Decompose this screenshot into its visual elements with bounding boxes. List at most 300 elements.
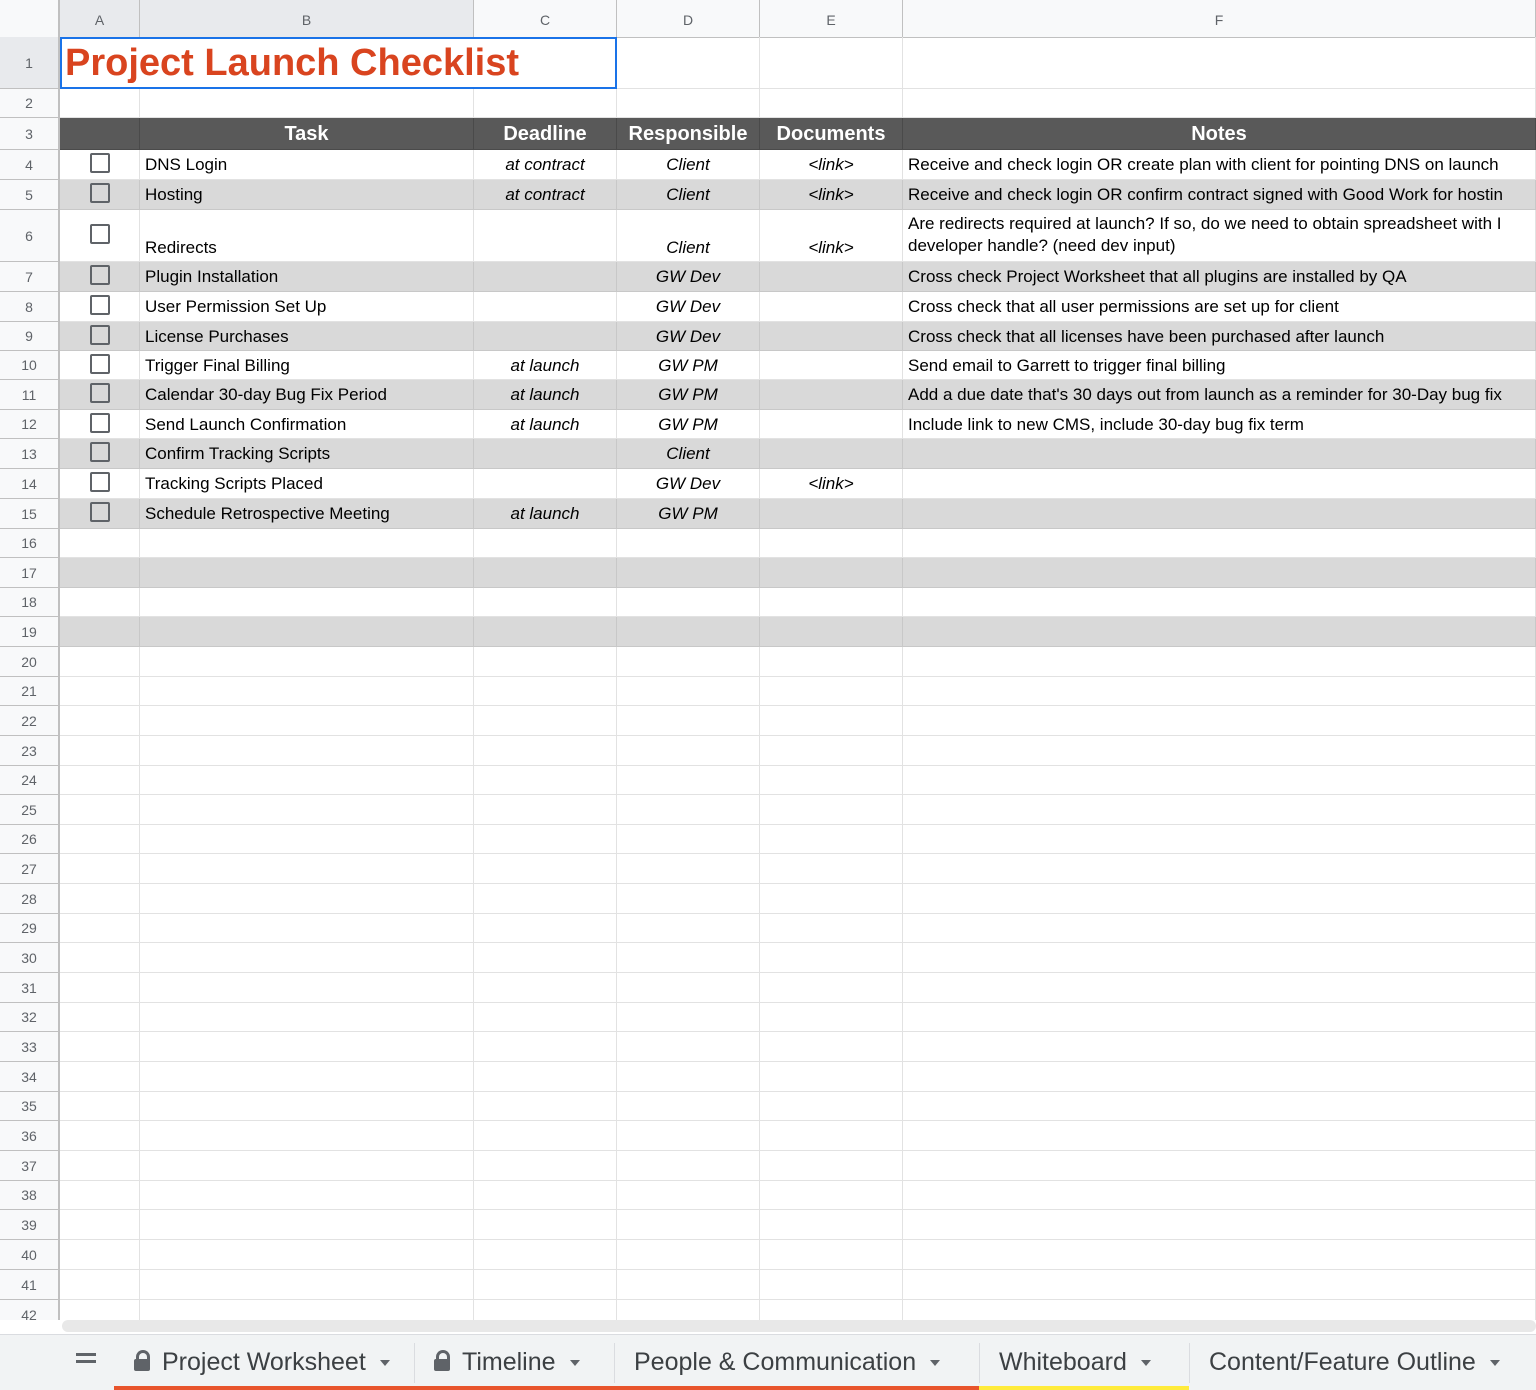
cell[interactable]	[760, 1121, 903, 1151]
cell[interactable]	[903, 736, 1536, 766]
sheet-tab-whiteboard[interactable]	[979, 1335, 1189, 1390]
task-name[interactable]: Trigger Final Billing	[140, 351, 474, 380]
cell[interactable]	[617, 1062, 760, 1092]
cell[interactable]	[474, 973, 617, 1003]
cell[interactable]	[60, 1003, 140, 1032]
deadline-value[interactable]	[474, 292, 617, 322]
row-header-18[interactable]: 18	[0, 588, 60, 617]
cell[interactable]	[760, 1210, 903, 1240]
cell[interactable]	[617, 529, 760, 558]
header-deadline[interactable]: Deadline	[474, 118, 617, 150]
sheet-tab-timeline[interactable]	[414, 1335, 614, 1390]
row-header-39[interactable]: 39	[0, 1210, 60, 1240]
row-header-25[interactable]: 25	[0, 795, 60, 825]
cell[interactable]	[903, 588, 1536, 617]
cell[interactable]	[474, 854, 617, 884]
header-cell-checkbox[interactable]	[60, 118, 140, 150]
cell[interactable]	[474, 1210, 617, 1240]
cell[interactable]	[140, 1240, 474, 1270]
deadline-value[interactable]: at launch	[474, 380, 617, 410]
task-name[interactable]: Send Launch Confirmation	[140, 410, 474, 439]
cell[interactable]	[60, 1300, 140, 1320]
cell[interactable]	[60, 736, 140, 766]
cell[interactable]	[617, 1032, 760, 1062]
task-checkbox[interactable]	[90, 265, 110, 285]
cell[interactable]	[617, 89, 760, 118]
cell[interactable]	[903, 37, 1536, 89]
notes-value[interactable]: Add a due date that's 30 days out from launch as a reminder for 30-Day bug fix	[903, 380, 1536, 410]
deadline-value[interactable]: at launch	[474, 410, 617, 439]
row-header-9[interactable]: 9	[0, 322, 60, 351]
row-header-28[interactable]: 28	[0, 884, 60, 914]
checkbox-cell[interactable]	[60, 150, 140, 180]
checkbox-cell[interactable]	[60, 380, 140, 410]
cell[interactable]	[760, 1151, 903, 1181]
cell[interactable]	[60, 1210, 140, 1240]
row-header-33[interactable]: 33	[0, 1032, 60, 1062]
cell[interactable]	[140, 943, 474, 973]
cell[interactable]	[760, 1032, 903, 1062]
checkbox-cell[interactable]	[60, 292, 140, 322]
cell[interactable]	[903, 1062, 1536, 1092]
row-header-20[interactable]: 20	[0, 647, 60, 677]
cell[interactable]	[140, 1062, 474, 1092]
cell[interactable]	[140, 617, 474, 647]
notes-value[interactable]: Send email to Garrett to trigger final billing	[903, 351, 1536, 380]
cell[interactable]	[474, 588, 617, 617]
notes-value[interactable]: Include link to new CMS, include 30-day bug fix term	[903, 410, 1536, 439]
cell[interactable]	[903, 1210, 1536, 1240]
row-header-14[interactable]: 14	[0, 469, 60, 499]
cell[interactable]	[903, 943, 1536, 973]
cell[interactable]	[760, 677, 903, 706]
task-checkbox[interactable]	[90, 183, 110, 203]
header-responsible[interactable]: Responsible	[617, 118, 760, 150]
cell[interactable]	[617, 884, 760, 914]
header-documents[interactable]: Documents	[760, 118, 903, 150]
cell[interactable]	[60, 884, 140, 914]
task-name[interactable]: Redirects	[140, 210, 474, 262]
cell[interactable]	[760, 37, 903, 89]
notes-value[interactable]	[903, 469, 1536, 499]
checkbox-cell[interactable]	[60, 410, 140, 439]
cell[interactable]	[474, 1240, 617, 1270]
column-header-e[interactable]: E	[760, 0, 903, 37]
cell[interactable]	[60, 706, 140, 736]
cell[interactable]	[60, 1151, 140, 1181]
cell[interactable]	[60, 973, 140, 1003]
row-header-8[interactable]: 8	[0, 292, 60, 322]
cell[interactable]	[760, 1240, 903, 1270]
cell[interactable]	[140, 884, 474, 914]
row-header-2[interactable]: 2	[0, 89, 60, 118]
cell[interactable]	[140, 1032, 474, 1062]
cell[interactable]	[760, 529, 903, 558]
cell[interactable]	[60, 1092, 140, 1121]
cell[interactable]	[60, 1181, 140, 1210]
cell[interactable]	[760, 736, 903, 766]
notes-value[interactable]: Cross check Project Worksheet that all plugins are installed by QA	[903, 262, 1536, 292]
row-header-7[interactable]: 7	[0, 262, 60, 292]
task-name[interactable]: DNS Login	[140, 150, 474, 180]
cell[interactable]	[474, 529, 617, 558]
documents-link[interactable]: <link>	[760, 469, 903, 499]
cell[interactable]	[617, 677, 760, 706]
cell[interactable]	[60, 677, 140, 706]
cell[interactable]	[474, 1121, 617, 1151]
cell[interactable]	[903, 1032, 1536, 1062]
cell[interactable]	[140, 1181, 474, 1210]
column-header-f[interactable]: F	[903, 0, 1536, 37]
row-header-6[interactable]: 6	[0, 210, 60, 262]
cell[interactable]	[474, 647, 617, 677]
cell[interactable]	[617, 1210, 760, 1240]
cell[interactable]	[474, 1003, 617, 1032]
cell[interactable]	[903, 795, 1536, 825]
cell[interactable]	[140, 706, 474, 736]
documents-link[interactable]	[760, 262, 903, 292]
cell[interactable]	[617, 914, 760, 943]
responsible-value[interactable]: GW Dev	[617, 292, 760, 322]
task-name[interactable]: License Purchases	[140, 322, 474, 351]
cell[interactable]	[474, 617, 617, 647]
cell[interactable]	[903, 914, 1536, 943]
cell[interactable]	[760, 617, 903, 647]
cell[interactable]	[760, 706, 903, 736]
cell[interactable]	[760, 854, 903, 884]
row-header-32[interactable]: 32	[0, 1003, 60, 1032]
cell[interactable]	[617, 1181, 760, 1210]
task-checkbox[interactable]	[90, 325, 110, 345]
cell[interactable]	[60, 766, 140, 795]
row-header-30[interactable]: 30	[0, 943, 60, 973]
cell[interactable]	[903, 973, 1536, 1003]
cell[interactable]	[140, 1270, 474, 1300]
checkbox-cell[interactable]	[60, 469, 140, 499]
task-checkbox[interactable]	[90, 383, 110, 403]
documents-link[interactable]	[760, 351, 903, 380]
cell[interactable]	[140, 529, 474, 558]
cell[interactable]	[617, 706, 760, 736]
documents-link[interactable]	[760, 439, 903, 469]
responsible-value[interactable]: Client	[617, 150, 760, 180]
documents-link[interactable]: <link>	[760, 180, 903, 210]
deadline-value[interactable]	[474, 262, 617, 292]
cell[interactable]	[617, 1003, 760, 1032]
task-checkbox[interactable]	[90, 442, 110, 462]
row-header-12[interactable]: 12	[0, 410, 60, 439]
documents-link[interactable]	[760, 322, 903, 351]
deadline-value[interactable]	[474, 469, 617, 499]
cell[interactable]	[617, 1151, 760, 1181]
header-notes[interactable]: Notes	[903, 118, 1536, 150]
cell[interactable]	[617, 617, 760, 647]
cell[interactable]	[903, 617, 1536, 647]
horizontal-scrollbar[interactable]	[62, 1320, 1536, 1332]
cell[interactable]	[60, 795, 140, 825]
documents-link[interactable]	[760, 499, 903, 529]
checkbox-cell[interactable]	[60, 262, 140, 292]
cell[interactable]	[60, 1270, 140, 1300]
cell[interactable]	[903, 1092, 1536, 1121]
cell[interactable]	[617, 558, 760, 588]
cell[interactable]	[60, 89, 140, 118]
cell[interactable]	[903, 1270, 1536, 1300]
cell[interactable]	[903, 529, 1536, 558]
chevron-down-icon[interactable]	[1141, 1360, 1151, 1366]
responsible-value[interactable]: GW PM	[617, 499, 760, 529]
cell[interactable]	[474, 1032, 617, 1062]
cell[interactable]	[60, 1121, 140, 1151]
documents-link[interactable]	[760, 292, 903, 322]
cell[interactable]	[903, 706, 1536, 736]
cell[interactable]	[617, 766, 760, 795]
row-header-31[interactable]: 31	[0, 973, 60, 1003]
cell[interactable]	[474, 914, 617, 943]
cell[interactable]	[60, 1062, 140, 1092]
cell[interactable]	[903, 766, 1536, 795]
cell[interactable]	[474, 558, 617, 588]
cell[interactable]	[903, 677, 1536, 706]
cell[interactable]	[760, 914, 903, 943]
cell[interactable]	[474, 825, 617, 854]
cell[interactable]	[617, 1092, 760, 1121]
cell[interactable]	[60, 617, 140, 647]
notes-value[interactable]: Cross check that all user permissions are set up for client	[903, 292, 1536, 322]
all-sheets-menu-icon[interactable]	[76, 1353, 96, 1371]
column-header-d[interactable]: D	[617, 0, 760, 37]
cell[interactable]	[140, 973, 474, 1003]
cell[interactable]	[760, 1181, 903, 1210]
cell[interactable]	[60, 825, 140, 854]
task-name[interactable]: Hosting	[140, 180, 474, 210]
responsible-value[interactable]: GW Dev	[617, 262, 760, 292]
notes-value[interactable]	[903, 499, 1536, 529]
cell[interactable]	[474, 706, 617, 736]
cell[interactable]	[140, 914, 474, 943]
row-header-41[interactable]: 41	[0, 1270, 60, 1300]
responsible-value[interactable]: Client	[617, 180, 760, 210]
row-header-13[interactable]: 13	[0, 439, 60, 469]
row-header-35[interactable]: 35	[0, 1092, 60, 1121]
task-name[interactable]: Confirm Tracking Scripts	[140, 439, 474, 469]
row-header-4[interactable]: 4	[0, 150, 60, 180]
sheet-title-cell[interactable]: Project Launch Checklist	[60, 37, 617, 89]
row-header-10[interactable]: 10	[0, 351, 60, 380]
cell[interactable]	[760, 647, 903, 677]
sheet-tab-content-feature-outline[interactable]	[1189, 1335, 1536, 1390]
cell[interactable]	[140, 647, 474, 677]
cell[interactable]	[474, 1300, 617, 1320]
cell[interactable]	[617, 1240, 760, 1270]
cell[interactable]	[903, 825, 1536, 854]
task-name[interactable]: Schedule Retrospective Meeting	[140, 499, 474, 529]
column-header-b[interactable]: B	[140, 0, 474, 37]
cell[interactable]	[140, 825, 474, 854]
row-header-19[interactable]: 19	[0, 617, 60, 647]
notes-value[interactable]: Receive and check login OR confirm contract signed with Good Work for hostin	[903, 180, 1536, 210]
sheet-tab-project-worksheet[interactable]	[114, 1335, 414, 1390]
cell[interactable]	[617, 1121, 760, 1151]
deadline-value[interactable]: at contract	[474, 180, 617, 210]
row-header-27[interactable]: 27	[0, 854, 60, 884]
cell[interactable]	[474, 884, 617, 914]
task-checkbox[interactable]	[90, 413, 110, 433]
deadline-value[interactable]: at contract	[474, 150, 617, 180]
cell[interactable]	[903, 1181, 1536, 1210]
row-header-38[interactable]: 38	[0, 1181, 60, 1210]
cell[interactable]	[474, 795, 617, 825]
cell[interactable]	[60, 1032, 140, 1062]
cell[interactable]	[903, 884, 1536, 914]
deadline-value[interactable]	[474, 439, 617, 469]
responsible-value[interactable]: GW PM	[617, 380, 760, 410]
cell[interactable]	[760, 558, 903, 588]
responsible-value[interactable]: GW Dev	[617, 322, 760, 351]
row-header-21[interactable]: 21	[0, 677, 60, 706]
cell[interactable]	[760, 973, 903, 1003]
cell[interactable]	[617, 795, 760, 825]
cell[interactable]	[903, 558, 1536, 588]
row-header-17[interactable]: 17	[0, 558, 60, 588]
cell[interactable]	[617, 854, 760, 884]
cell[interactable]	[60, 854, 140, 884]
cell[interactable]	[760, 588, 903, 617]
cell[interactable]	[760, 1270, 903, 1300]
cell[interactable]	[474, 1062, 617, 1092]
cell[interactable]	[474, 1151, 617, 1181]
row-header-37[interactable]: 37	[0, 1151, 60, 1181]
cell[interactable]	[760, 89, 903, 118]
cell[interactable]	[140, 588, 474, 617]
cell[interactable]	[903, 1240, 1536, 1270]
cell[interactable]	[617, 647, 760, 677]
row-header-40[interactable]: 40	[0, 1240, 60, 1270]
chevron-down-icon[interactable]	[380, 1360, 390, 1366]
cell[interactable]	[140, 1151, 474, 1181]
row-header-23[interactable]: 23	[0, 736, 60, 766]
cell[interactable]	[474, 766, 617, 795]
cell[interactable]	[60, 647, 140, 677]
select-all-corner[interactable]	[0, 0, 60, 37]
cell[interactable]	[760, 884, 903, 914]
row-header-42[interactable]: 42	[0, 1300, 60, 1320]
row-header-22[interactable]: 22	[0, 706, 60, 736]
checkbox-cell[interactable]	[60, 180, 140, 210]
cell[interactable]	[617, 588, 760, 617]
row-header-36[interactable]: 36	[0, 1121, 60, 1151]
responsible-value[interactable]: GW PM	[617, 351, 760, 380]
column-header-a[interactable]: A	[60, 0, 140, 37]
task-checkbox[interactable]	[90, 472, 110, 492]
notes-value[interactable]: Receive and check login OR create plan with client for pointing DNS on launch	[903, 150, 1536, 180]
row-header-5[interactable]: 5	[0, 180, 60, 210]
documents-link[interactable]: <link>	[760, 210, 903, 262]
row-header-1[interactable]: 1	[0, 37, 60, 89]
documents-link[interactable]	[760, 380, 903, 410]
row-header-34[interactable]: 34	[0, 1062, 60, 1092]
cell[interactable]	[60, 529, 140, 558]
task-name[interactable]: User Permission Set Up	[140, 292, 474, 322]
row-header-26[interactable]: 26	[0, 825, 60, 854]
cell[interactable]	[760, 766, 903, 795]
cell[interactable]	[140, 89, 474, 118]
cell[interactable]	[474, 1092, 617, 1121]
cell[interactable]	[903, 89, 1536, 118]
row-header-16[interactable]: 16	[0, 529, 60, 558]
cell[interactable]	[140, 558, 474, 588]
deadline-value[interactable]	[474, 322, 617, 351]
cell[interactable]	[760, 825, 903, 854]
cell[interactable]	[760, 795, 903, 825]
cell[interactable]	[140, 1092, 474, 1121]
cell[interactable]	[60, 943, 140, 973]
cell[interactable]	[140, 1300, 474, 1320]
task-checkbox[interactable]	[90, 224, 110, 244]
cell[interactable]	[903, 1003, 1536, 1032]
row-header-11[interactable]: 11	[0, 380, 60, 410]
cell[interactable]	[474, 677, 617, 706]
cell[interactable]	[903, 1151, 1536, 1181]
cell[interactable]	[140, 736, 474, 766]
responsible-value[interactable]: Client	[617, 439, 760, 469]
responsible-value[interactable]: GW PM	[617, 410, 760, 439]
cell[interactable]	[617, 1300, 760, 1320]
documents-link[interactable]: <link>	[760, 150, 903, 180]
cell[interactable]	[474, 89, 617, 118]
cell[interactable]	[474, 736, 617, 766]
task-checkbox[interactable]	[90, 354, 110, 374]
cell[interactable]	[617, 1270, 760, 1300]
cell[interactable]	[760, 943, 903, 973]
column-header-c[interactable]: C	[474, 0, 617, 37]
task-checkbox[interactable]	[90, 295, 110, 315]
deadline-value[interactable]: at launch	[474, 499, 617, 529]
header-task[interactable]: Task	[140, 118, 474, 150]
cell[interactable]	[60, 914, 140, 943]
row-header-3[interactable]: 3	[0, 118, 60, 150]
cell[interactable]	[617, 37, 760, 89]
chevron-down-icon[interactable]	[570, 1360, 580, 1366]
cell[interactable]	[60, 588, 140, 617]
cell[interactable]	[903, 1300, 1536, 1320]
task-name[interactable]: Calendar 30-day Bug Fix Period	[140, 380, 474, 410]
task-checkbox[interactable]	[90, 502, 110, 522]
row-header-15[interactable]: 15	[0, 499, 60, 529]
cell[interactable]	[140, 766, 474, 795]
cell[interactable]	[140, 1210, 474, 1240]
task-checkbox[interactable]	[90, 153, 110, 173]
checkbox-cell[interactable]	[60, 351, 140, 380]
row-header-24[interactable]: 24	[0, 766, 60, 795]
chevron-down-icon[interactable]	[1490, 1360, 1500, 1366]
cell[interactable]	[617, 973, 760, 1003]
cell[interactable]	[760, 1092, 903, 1121]
cell[interactable]	[474, 943, 617, 973]
cell[interactable]	[903, 647, 1536, 677]
checkbox-cell[interactable]	[60, 210, 140, 262]
cell[interactable]	[140, 1003, 474, 1032]
cell[interactable]	[140, 1121, 474, 1151]
cell[interactable]	[140, 677, 474, 706]
task-name[interactable]: Tracking Scripts Placed	[140, 469, 474, 499]
checkbox-cell[interactable]	[60, 439, 140, 469]
deadline-value[interactable]	[474, 210, 617, 262]
notes-value[interactable]	[903, 439, 1536, 469]
cell[interactable]	[474, 1270, 617, 1300]
task-name[interactable]: Plugin Installation	[140, 262, 474, 292]
responsible-value[interactable]: GW Dev	[617, 469, 760, 499]
